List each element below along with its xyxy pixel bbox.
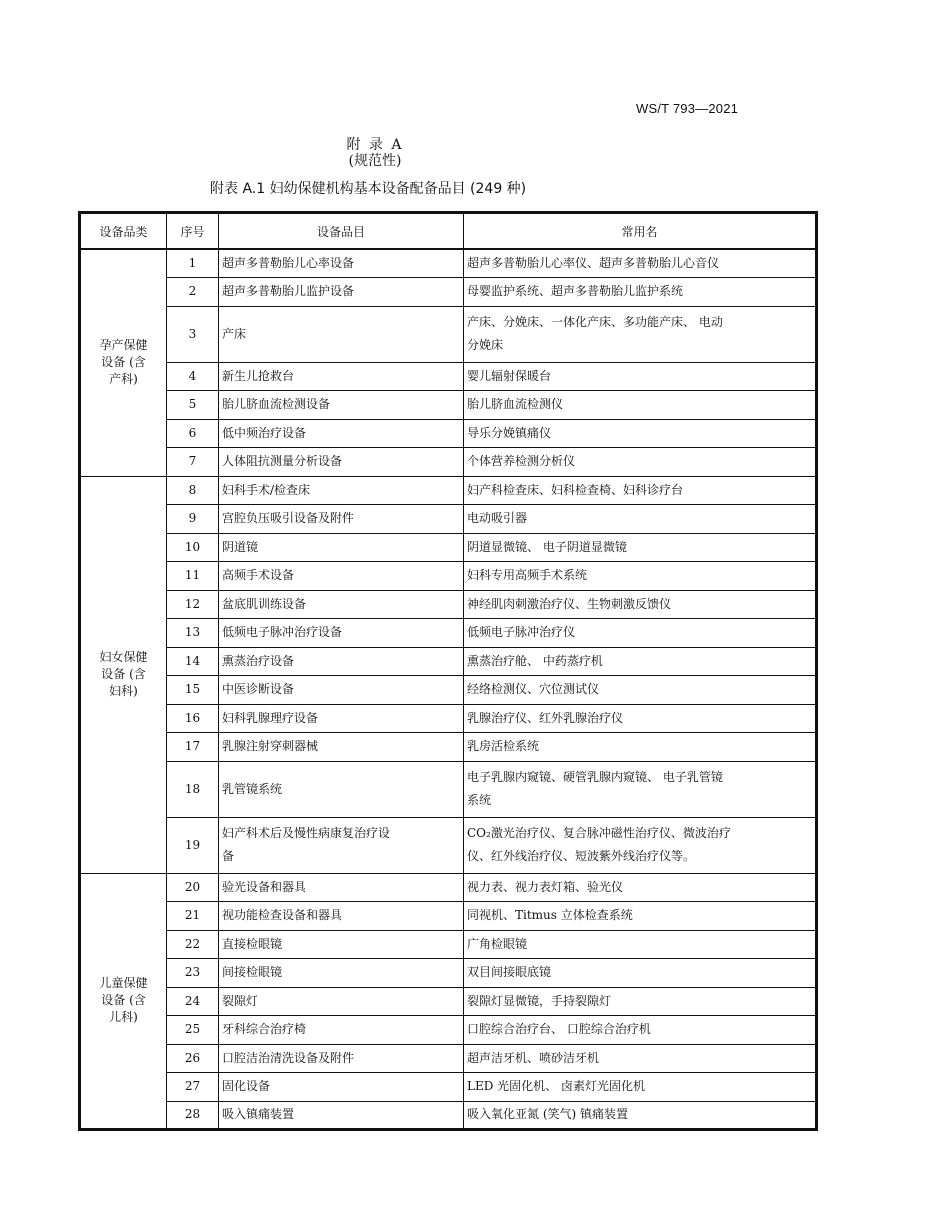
table-body xyxy=(80,249,817,1130)
table-row xyxy=(80,306,817,362)
common-names-cell xyxy=(464,704,817,733)
common-names-cell xyxy=(464,817,817,873)
common-names-cell xyxy=(464,562,817,591)
common-names-cell-text: 电子乳腺内窥镜、硬管乳腺内窥镜、 电子乳管镜 系统 xyxy=(467,770,723,807)
appendix-title: 附 录 A xyxy=(346,137,404,153)
row-number-cell xyxy=(167,1101,219,1130)
item-cell-text: 胎儿脐血流检测设备 xyxy=(222,397,331,412)
common-names-cell-text: 个体营养检测分析仪 xyxy=(467,454,576,469)
row-number-cell xyxy=(167,419,219,448)
row-number-cell xyxy=(167,987,219,1016)
table-row xyxy=(80,419,817,448)
common-names-cell xyxy=(464,619,817,648)
row-number-cell xyxy=(167,959,219,988)
row-number-cell xyxy=(167,278,219,307)
common-names-cell xyxy=(464,533,817,562)
row-number-cell xyxy=(167,562,219,591)
table-row xyxy=(80,1044,817,1073)
common-names-cell xyxy=(464,733,817,762)
table-row xyxy=(80,930,817,959)
item-cell-text: 熏蒸治疗设备 xyxy=(222,653,295,668)
common-names-cell-text: 视力表、视力表灯箱、验光仪 xyxy=(467,879,624,894)
item-cell xyxy=(219,505,464,534)
common-names-cell xyxy=(464,676,817,705)
item-cell-text: 验光设备和器具 xyxy=(222,879,307,894)
common-names-cell xyxy=(464,306,817,362)
appendix-subtitle: (规范性) xyxy=(348,153,402,169)
row-number-cell-text: 12 xyxy=(184,596,201,611)
item-cell-text: 乳腺注射穿刺器械 xyxy=(222,739,319,754)
common-names-cell xyxy=(464,1044,817,1073)
row-number-cell xyxy=(167,647,219,676)
common-names-cell xyxy=(464,476,817,505)
item-cell xyxy=(219,590,464,619)
row-number-cell xyxy=(167,930,219,959)
row-number-cell-text: 23 xyxy=(184,965,201,980)
common-names-cell xyxy=(464,902,817,931)
item-cell xyxy=(219,647,464,676)
row-number-cell-text: 5 xyxy=(188,397,197,412)
item-cell xyxy=(219,533,464,562)
row-number-cell xyxy=(167,476,219,505)
common-names-cell-text: 胎儿脐血流检测仪 xyxy=(467,397,564,412)
table-row xyxy=(80,733,817,762)
row-number-cell xyxy=(167,676,219,705)
row-number-cell-text: 11 xyxy=(184,568,201,583)
item-cell xyxy=(219,987,464,1016)
table-row xyxy=(80,817,817,873)
row-number-cell-text: 1 xyxy=(188,256,197,270)
item-cell-text: 超声多普勒胎儿监护设备 xyxy=(222,284,355,299)
item-cell xyxy=(219,419,464,448)
row-number-cell xyxy=(167,761,219,817)
item-cell xyxy=(219,676,464,705)
table-row xyxy=(80,1016,817,1045)
row-number-cell xyxy=(167,249,219,278)
row-number-cell xyxy=(167,533,219,562)
table-row xyxy=(80,676,817,705)
item-cell-text: 产床 xyxy=(222,326,247,341)
row-number-cell xyxy=(167,391,219,420)
common-names-cell-text: 口腔综合治疗台、 口腔综合治疗机 xyxy=(467,1022,651,1037)
table-row xyxy=(80,476,817,505)
common-names-cell-text: 电动吸引器 xyxy=(467,511,528,526)
item-cell xyxy=(219,704,464,733)
item-cell-text: 新生儿抢救台 xyxy=(222,368,295,383)
item-cell xyxy=(219,362,464,391)
common-names-cell-text: 同视机、Titmus 立体检查系统 xyxy=(467,908,633,923)
row-number-cell-text: 28 xyxy=(184,1107,201,1122)
common-names-cell xyxy=(464,505,817,534)
row-number-cell-text: 10 xyxy=(184,539,201,554)
common-names-cell-text: 乳腺治疗仪、红外乳腺治疗仪 xyxy=(467,710,624,725)
item-cell xyxy=(219,1073,464,1102)
common-names-cell-text: 妇科专用高频手术系统 xyxy=(467,568,588,583)
item-cell-text: 吸入镇痛装置 xyxy=(222,1107,295,1122)
table-row xyxy=(80,1073,817,1102)
common-names-cell-text: 吸入氧化亚氮 (笑气) 镇痛装置 xyxy=(467,1107,628,1122)
item-cell xyxy=(219,959,464,988)
item-cell-text: 口腔洁治清洗设备及附件 xyxy=(222,1050,355,1065)
common-names-cell-text: 婴儿辐射保暖台 xyxy=(467,368,552,383)
common-names-cell-text: 熏蒸治疗舱、 中药蒸疗机 xyxy=(467,653,603,668)
table-row xyxy=(80,873,817,902)
common-names-cell xyxy=(464,1101,817,1130)
equipment-table xyxy=(78,211,818,1131)
common-names-cell-text: 广角检眼镜 xyxy=(467,936,528,951)
table-header-row xyxy=(80,213,817,250)
row-number-cell xyxy=(167,505,219,534)
column-header: 序号 xyxy=(167,213,219,250)
item-cell xyxy=(219,1044,464,1073)
row-number-cell-text: 3 xyxy=(188,326,197,341)
table-row xyxy=(80,619,817,648)
common-names-cell xyxy=(464,761,817,817)
common-names-cell-text: 导乐分娩镇痛仪 xyxy=(467,425,552,440)
row-number-cell xyxy=(167,362,219,391)
item-cell xyxy=(219,249,464,278)
table-row xyxy=(80,761,817,817)
common-names-cell xyxy=(464,278,817,307)
common-names-cell-text: 母婴监护系统、超声多普勒胎儿监护系统 xyxy=(467,284,684,299)
row-number-cell-text: 24 xyxy=(184,993,201,1008)
item-cell xyxy=(219,902,464,931)
row-number-cell-text: 14 xyxy=(184,653,201,668)
common-names-cell-text: 超声多普勒胎儿心率仪、超声多普勒胎儿心音仪 xyxy=(467,256,720,270)
common-names-cell xyxy=(464,419,817,448)
row-number-cell-text: 13 xyxy=(184,625,201,640)
common-names-cell xyxy=(464,391,817,420)
item-cell-text: 低中频治疗设备 xyxy=(222,425,307,440)
common-names-cell-text: 阴道显微镜、 电子阴道显微镜 xyxy=(467,539,627,554)
table-row xyxy=(80,562,817,591)
row-number-cell-text: 19 xyxy=(184,837,201,852)
row-number-cell-text: 4 xyxy=(188,368,197,383)
item-cell xyxy=(219,619,464,648)
table-row xyxy=(80,278,817,307)
common-names-cell-text: 裂隙灯显微镜，手持裂隙灯 xyxy=(467,993,612,1008)
category-cell: 孕产保健 设备 (含 产科) xyxy=(80,249,167,476)
row-number-cell xyxy=(167,733,219,762)
row-number-cell-text: 15 xyxy=(184,682,201,697)
item-cell xyxy=(219,873,464,902)
row-number-cell xyxy=(167,1044,219,1073)
item-cell-text: 妇产科术后及慢性病康复治疗设 备 xyxy=(222,826,391,863)
row-number-cell xyxy=(167,817,219,873)
item-cell-text: 妇科乳腺理疗设备 xyxy=(222,710,319,725)
common-names-cell-text: 低频电子脉冲治疗仪 xyxy=(467,625,576,640)
common-names-cell xyxy=(464,959,817,988)
row-number-cell xyxy=(167,306,219,362)
row-number-cell-text: 7 xyxy=(188,454,197,469)
row-number-cell-text: 18 xyxy=(184,781,201,796)
category-cell: 儿童保健 设备 (含 儿科) xyxy=(80,873,167,1130)
common-names-cell-text: 超声洁牙机、喷砂洁牙机 xyxy=(467,1050,600,1065)
row-number-cell-text: 16 xyxy=(184,710,201,725)
common-names-cell-text: CO₂激光治疗仪、复合脉冲磁性治疗仪、微波治疗 仪、红外线治疗仪、短波紫外线治疗仪等。 xyxy=(467,826,731,863)
item-cell xyxy=(219,1101,464,1130)
common-names-cell xyxy=(464,249,817,278)
item-cell xyxy=(219,1016,464,1045)
item-cell-text: 人体阻抗测量分析设备 xyxy=(222,454,343,469)
item-cell xyxy=(219,306,464,362)
row-number-cell-text: 26 xyxy=(184,1050,201,1065)
row-number-cell-text: 25 xyxy=(184,1022,201,1037)
common-names-cell xyxy=(464,930,817,959)
common-names-cell xyxy=(464,1016,817,1045)
item-cell-text: 妇科手术/检查床 xyxy=(222,482,311,497)
item-cell xyxy=(219,278,464,307)
common-names-cell xyxy=(464,448,817,477)
row-number-cell-text: 21 xyxy=(184,908,201,923)
table-row xyxy=(80,959,817,988)
item-cell xyxy=(219,391,464,420)
column-header: 设备品类 xyxy=(80,213,167,250)
item-cell-text: 超声多普勒胎儿心率设备 xyxy=(222,256,355,270)
item-cell-text: 裂隙灯 xyxy=(222,993,259,1008)
item-cell xyxy=(219,733,464,762)
common-names-cell-text: 神经肌肉刺激治疗仪、生物刺激反馈仪 xyxy=(467,596,672,611)
column-header: 设备品目 xyxy=(219,213,464,250)
column-header: 常用名 xyxy=(464,213,817,250)
table-row xyxy=(80,1101,817,1130)
table-row xyxy=(80,249,817,278)
common-names-cell-text: 双目间接眼底镜 xyxy=(467,965,552,980)
table-row xyxy=(80,362,817,391)
table-row xyxy=(80,647,817,676)
item-cell-text: 直接检眼镜 xyxy=(222,936,283,951)
item-cell xyxy=(219,930,464,959)
item-cell-text: 乳管镜系统 xyxy=(222,781,283,796)
item-cell xyxy=(219,761,464,817)
table-row xyxy=(80,533,817,562)
item-cell-text: 高频手术设备 xyxy=(222,568,295,583)
row-number-cell xyxy=(167,873,219,902)
item-cell-text: 盆底肌训练设备 xyxy=(222,596,307,611)
common-names-cell xyxy=(464,362,817,391)
item-cell-text: 宫腔负压吸引设备及附件 xyxy=(222,511,355,526)
row-number-cell-text: 8 xyxy=(188,482,197,497)
table-row xyxy=(80,505,817,534)
table-row xyxy=(80,704,817,733)
table-row xyxy=(80,448,817,477)
item-cell-text: 阴道镜 xyxy=(222,539,259,554)
common-names-cell xyxy=(464,1073,817,1102)
table-row xyxy=(80,391,817,420)
row-number-cell-text: 20 xyxy=(184,879,201,894)
row-number-cell xyxy=(167,1073,219,1102)
item-cell-text: 视功能检查设备和器具 xyxy=(222,908,343,923)
item-cell-text: 间接检眼镜 xyxy=(222,965,283,980)
common-names-cell-text: 乳房活检系统 xyxy=(467,739,540,754)
item-cell-text: 中医诊断设备 xyxy=(222,682,295,697)
row-number-cell xyxy=(167,902,219,931)
document-code: WS/T 793—2021 xyxy=(636,101,739,116)
row-number-cell-text: 27 xyxy=(184,1079,201,1094)
category-cell: 妇女保健 设备 (含 妇科) xyxy=(80,476,167,873)
row-number-cell xyxy=(167,619,219,648)
item-cell xyxy=(219,817,464,873)
row-number-cell-text: 9 xyxy=(188,511,197,526)
common-names-cell xyxy=(464,987,817,1016)
item-cell-text: 固化设备 xyxy=(222,1079,271,1094)
item-cell xyxy=(219,562,464,591)
common-names-cell xyxy=(464,590,817,619)
row-number-cell-text: 22 xyxy=(184,936,201,951)
table-row xyxy=(80,987,817,1016)
item-cell-text: 牙科综合治疗椅 xyxy=(222,1022,307,1037)
common-names-cell xyxy=(464,647,817,676)
item-cell-text: 低频电子脉冲治疗设备 xyxy=(222,625,343,640)
table-row xyxy=(80,590,817,619)
row-number-cell xyxy=(167,448,219,477)
common-names-cell-text: LED 光固化机、 卤素灯光固化机 xyxy=(467,1079,645,1094)
common-names-cell xyxy=(464,873,817,902)
row-number-cell-text: 17 xyxy=(184,739,201,754)
row-number-cell xyxy=(167,590,219,619)
row-number-cell xyxy=(167,1016,219,1045)
item-cell xyxy=(219,448,464,477)
common-names-cell-text: 妇产科检查床、妇科检查椅、妇科诊疗台 xyxy=(467,482,684,497)
table-row xyxy=(80,902,817,931)
common-names-cell-text: 经络检测仪、穴位测试仪 xyxy=(467,682,600,697)
item-cell xyxy=(219,476,464,505)
row-number-cell-text: 2 xyxy=(188,284,197,299)
common-names-cell-text: 产床、分娩床、一体化产床、多功能产床、 电动 分娩床 xyxy=(467,315,723,352)
row-number-cell-text: 6 xyxy=(188,425,197,440)
table-title: 附表 A.1 妇幼保健机构基本设备配备品目 (249 种) xyxy=(210,181,527,197)
row-number-cell xyxy=(167,704,219,733)
